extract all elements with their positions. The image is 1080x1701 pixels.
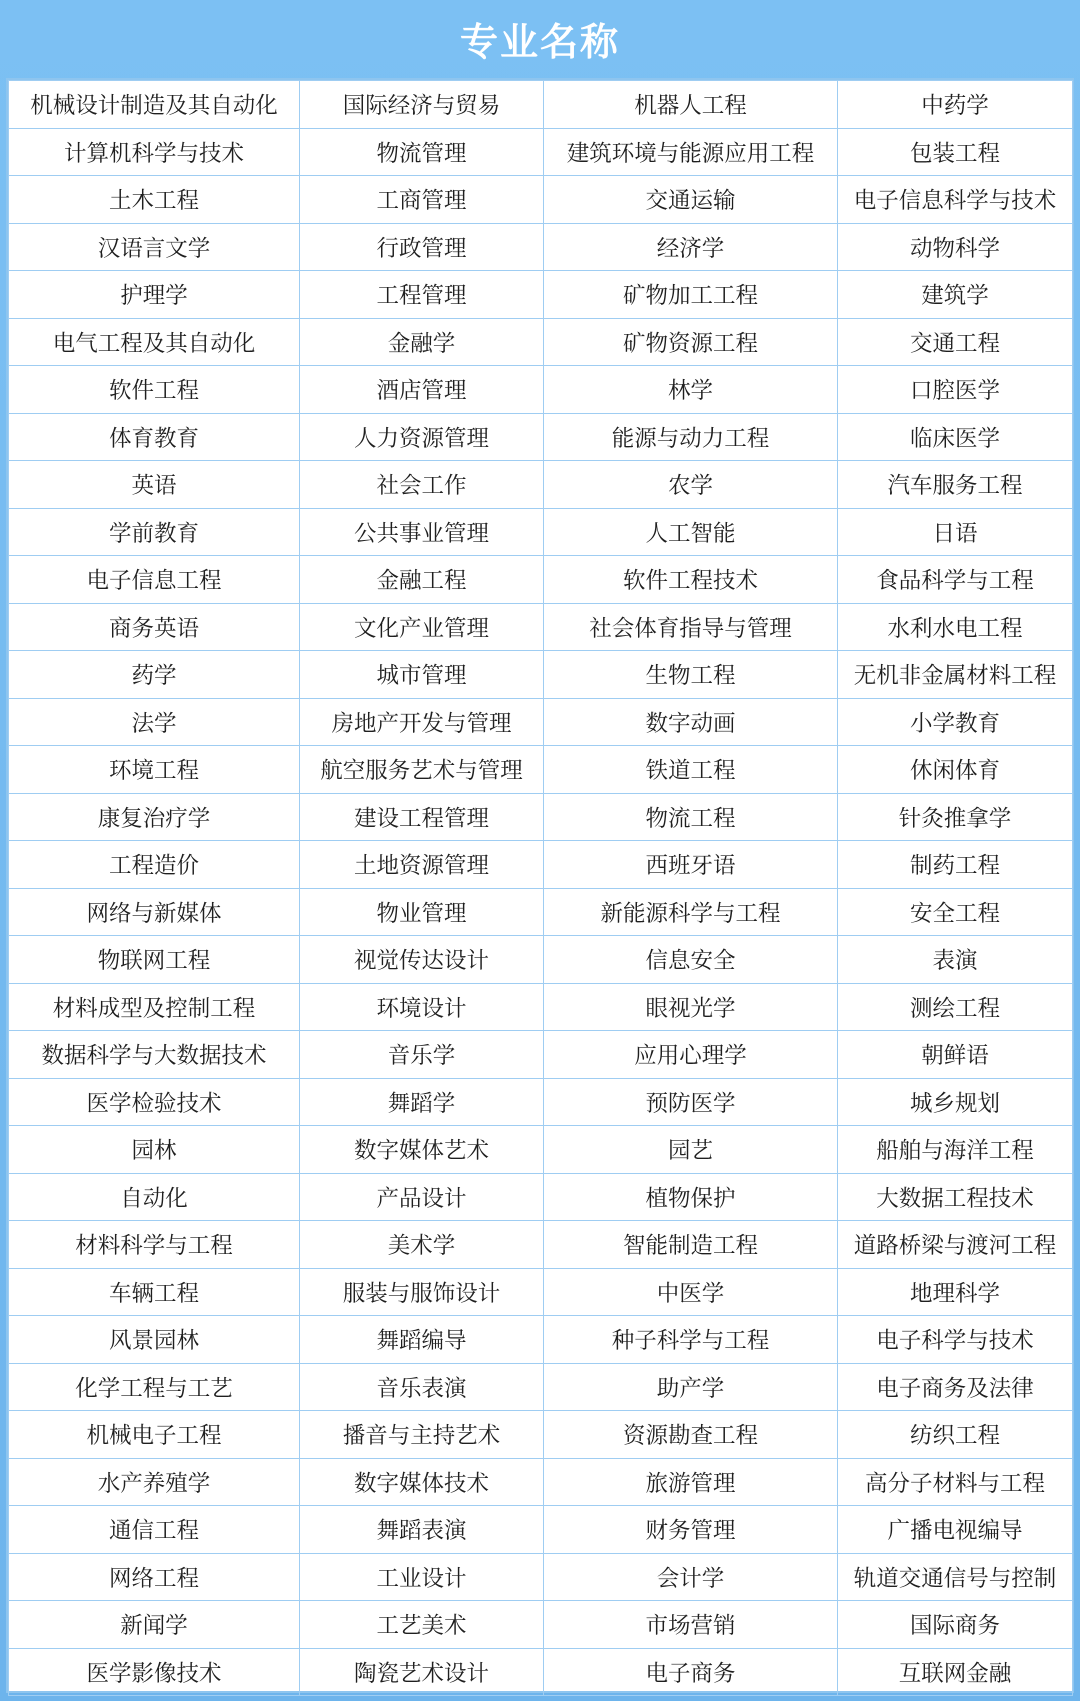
major-cell: 美术学 xyxy=(300,1221,544,1269)
major-cell: 行政管理 xyxy=(300,223,544,271)
major-cell: 文化产业管理 xyxy=(300,603,544,651)
major-cell: 工程管理 xyxy=(300,271,544,319)
majors-table xyxy=(8,80,1073,1696)
major-cell: 表演 xyxy=(838,936,1073,984)
table-row xyxy=(9,603,1073,651)
major-cell: 铁道工程 xyxy=(544,746,838,794)
major-cell: 机械设计制造及其自动化 xyxy=(9,81,300,129)
major-cell: 西班牙语 xyxy=(544,841,838,889)
major-cell: 纺织工程 xyxy=(838,1411,1073,1459)
major-cell: 法学 xyxy=(9,698,300,746)
major-cell: 化学工程与工艺 xyxy=(9,1363,300,1411)
major-cell: 陶瓷艺术设计 xyxy=(300,1648,544,1696)
major-cell: 机器人工程 xyxy=(544,81,838,129)
major-cell: 电子信息工程 xyxy=(9,556,300,604)
major-cell: 国际商务 xyxy=(838,1601,1073,1649)
major-cell: 电子商务及法律 xyxy=(838,1363,1073,1411)
major-cell: 工程造价 xyxy=(9,841,300,889)
major-cell: 材料科学与工程 xyxy=(9,1221,300,1269)
major-cell: 体育教育 xyxy=(9,413,300,461)
major-cell: 轨道交通信号与控制 xyxy=(838,1553,1073,1601)
major-cell: 包装工程 xyxy=(838,128,1073,176)
table-row xyxy=(9,1078,1073,1126)
major-cell: 水利水电工程 xyxy=(838,603,1073,651)
major-cell: 服装与服饰设计 xyxy=(300,1268,544,1316)
major-cell: 针灸推拿学 xyxy=(838,793,1073,841)
major-cell: 交通工程 xyxy=(838,318,1073,366)
table-row xyxy=(9,1126,1073,1174)
major-cell: 测绘工程 xyxy=(838,983,1073,1031)
major-cell: 口腔医学 xyxy=(838,366,1073,414)
table-row xyxy=(9,983,1073,1031)
major-cell: 网络工程 xyxy=(9,1553,300,1601)
table-row xyxy=(9,128,1073,176)
major-cell: 公共事业管理 xyxy=(300,508,544,556)
major-cell: 数字动画 xyxy=(544,698,838,746)
major-cell: 无机非金属材料工程 xyxy=(838,651,1073,699)
table-row xyxy=(9,841,1073,889)
major-cell: 智能制造工程 xyxy=(544,1221,838,1269)
table-row xyxy=(9,651,1073,699)
table-row xyxy=(9,556,1073,604)
major-cell: 材料成型及控制工程 xyxy=(9,983,300,1031)
major-cell: 园艺 xyxy=(544,1126,838,1174)
major-cell: 预防医学 xyxy=(544,1078,838,1126)
table-row xyxy=(9,698,1073,746)
major-cell: 眼视光学 xyxy=(544,983,838,1031)
major-cell: 小学教育 xyxy=(838,698,1073,746)
major-cell: 动物科学 xyxy=(838,223,1073,271)
major-cell: 汉语言文学 xyxy=(9,223,300,271)
major-cell: 能源与动力工程 xyxy=(544,413,838,461)
major-cell: 航空服务艺术与管理 xyxy=(300,746,544,794)
major-cell: 制药工程 xyxy=(838,841,1073,889)
major-cell: 人工智能 xyxy=(544,508,838,556)
major-cell: 建筑环境与能源应用工程 xyxy=(544,128,838,176)
table-row xyxy=(9,461,1073,509)
major-cell: 种子科学与工程 xyxy=(544,1316,838,1364)
major-cell: 数字媒体艺术 xyxy=(300,1126,544,1174)
major-cell: 房地产开发与管理 xyxy=(300,698,544,746)
major-cell: 医学检验技术 xyxy=(9,1078,300,1126)
major-cell: 临床医学 xyxy=(838,413,1073,461)
page-title: 专业名称 xyxy=(459,19,620,64)
major-cell: 车辆工程 xyxy=(9,1268,300,1316)
major-cell: 船舶与海洋工程 xyxy=(838,1126,1073,1174)
major-cell: 金融工程 xyxy=(300,556,544,604)
major-cell: 数字媒体技术 xyxy=(300,1458,544,1506)
major-cell: 社会工作 xyxy=(300,461,544,509)
header-bar xyxy=(0,0,1080,76)
major-cell: 高分子材料与工程 xyxy=(838,1458,1073,1506)
major-cell: 学前教育 xyxy=(9,508,300,556)
major-cell: 舞蹈学 xyxy=(300,1078,544,1126)
table-row xyxy=(9,81,1073,129)
major-cell: 通信工程 xyxy=(9,1506,300,1554)
major-cell: 财务管理 xyxy=(544,1506,838,1554)
major-cell: 新能源科学与工程 xyxy=(544,888,838,936)
table-row xyxy=(9,1268,1073,1316)
major-cell: 风景园林 xyxy=(9,1316,300,1364)
major-cell: 资源勘查工程 xyxy=(544,1411,838,1459)
major-cell: 日语 xyxy=(838,508,1073,556)
majors-table-body xyxy=(9,81,1073,1696)
major-cell: 产品设计 xyxy=(300,1173,544,1221)
table-row xyxy=(9,366,1073,414)
major-cell: 助产学 xyxy=(544,1363,838,1411)
major-cell: 康复治疗学 xyxy=(9,793,300,841)
major-cell: 医学影像技术 xyxy=(9,1648,300,1696)
major-cell: 交通运输 xyxy=(544,176,838,224)
table-row xyxy=(9,1221,1073,1269)
major-cell: 旅游管理 xyxy=(544,1458,838,1506)
major-cell: 音乐学 xyxy=(300,1031,544,1079)
major-cell: 播音与主持艺术 xyxy=(300,1411,544,1459)
table-row xyxy=(9,1458,1073,1506)
major-cell: 社会体育指导与管理 xyxy=(544,603,838,651)
major-cell: 城市管理 xyxy=(300,651,544,699)
table-row xyxy=(9,888,1073,936)
table-row xyxy=(9,223,1073,271)
table-row xyxy=(9,1363,1073,1411)
table-row xyxy=(9,793,1073,841)
major-cell: 汽车服务工程 xyxy=(838,461,1073,509)
major-cell: 环境工程 xyxy=(9,746,300,794)
table-row xyxy=(9,508,1073,556)
table-row xyxy=(9,413,1073,461)
major-cell: 建筑学 xyxy=(838,271,1073,319)
major-cell: 电气工程及其自动化 xyxy=(9,318,300,366)
major-cell: 工商管理 xyxy=(300,176,544,224)
table-row xyxy=(9,1411,1073,1459)
major-cell: 物流工程 xyxy=(544,793,838,841)
major-cell: 物联网工程 xyxy=(9,936,300,984)
major-cell: 商务英语 xyxy=(9,603,300,651)
table-row xyxy=(9,746,1073,794)
major-cell: 休闲体育 xyxy=(838,746,1073,794)
major-cell: 电子信息科学与技术 xyxy=(838,176,1073,224)
table-row xyxy=(9,271,1073,319)
major-cell: 护理学 xyxy=(9,271,300,319)
major-cell: 城乡规划 xyxy=(838,1078,1073,1126)
major-cell: 计算机科学与技术 xyxy=(9,128,300,176)
table-row xyxy=(9,1506,1073,1554)
major-cell: 经济学 xyxy=(544,223,838,271)
major-cell: 工业设计 xyxy=(300,1553,544,1601)
major-cell: 朝鲜语 xyxy=(838,1031,1073,1079)
major-cell: 互联网金融 xyxy=(838,1648,1073,1696)
major-cell: 音乐表演 xyxy=(300,1363,544,1411)
major-cell: 农学 xyxy=(544,461,838,509)
major-cell: 矿物加工工程 xyxy=(544,271,838,319)
major-cell: 地理科学 xyxy=(838,1268,1073,1316)
table-row xyxy=(9,1173,1073,1221)
major-cell: 电子商务 xyxy=(544,1648,838,1696)
table-row xyxy=(9,176,1073,224)
major-cell: 植物保护 xyxy=(544,1173,838,1221)
major-cell: 环境设计 xyxy=(300,983,544,1031)
major-cell: 软件工程技术 xyxy=(544,556,838,604)
major-cell: 土木工程 xyxy=(9,176,300,224)
major-cell: 会计学 xyxy=(544,1553,838,1601)
major-cell: 人力资源管理 xyxy=(300,413,544,461)
major-cell: 大数据工程技术 xyxy=(838,1173,1073,1221)
table-row xyxy=(9,1601,1073,1649)
major-cell: 新闻学 xyxy=(9,1601,300,1649)
major-cell: 生物工程 xyxy=(544,651,838,699)
major-cell: 林学 xyxy=(544,366,838,414)
major-cell: 食品科学与工程 xyxy=(838,556,1073,604)
major-cell: 中药学 xyxy=(838,81,1073,129)
table-row xyxy=(9,1031,1073,1079)
major-cell: 信息安全 xyxy=(544,936,838,984)
major-cell: 自动化 xyxy=(9,1173,300,1221)
major-cell: 舞蹈表演 xyxy=(300,1506,544,1554)
major-cell: 土地资源管理 xyxy=(300,841,544,889)
major-cell: 数据科学与大数据技术 xyxy=(9,1031,300,1079)
table-row xyxy=(9,318,1073,366)
major-cell: 舞蹈编导 xyxy=(300,1316,544,1364)
table-row xyxy=(9,1648,1073,1696)
major-cell: 物业管理 xyxy=(300,888,544,936)
major-cell: 中医学 xyxy=(544,1268,838,1316)
major-cell: 药学 xyxy=(9,651,300,699)
major-cell: 安全工程 xyxy=(838,888,1073,936)
major-cell: 英语 xyxy=(9,461,300,509)
major-cell: 金融学 xyxy=(300,318,544,366)
table-row xyxy=(9,936,1073,984)
major-cell: 应用心理学 xyxy=(544,1031,838,1079)
major-cell: 道路桥梁与渡河工程 xyxy=(838,1221,1073,1269)
major-cell: 电子科学与技术 xyxy=(838,1316,1073,1364)
major-cell: 网络与新媒体 xyxy=(9,888,300,936)
majors-table-container xyxy=(6,78,1074,1693)
major-cell: 矿物资源工程 xyxy=(544,318,838,366)
major-cell: 酒店管理 xyxy=(300,366,544,414)
major-cell: 工艺美术 xyxy=(300,1601,544,1649)
table-row xyxy=(9,1553,1073,1601)
major-cell: 市场营销 xyxy=(544,1601,838,1649)
major-cell: 物流管理 xyxy=(300,128,544,176)
major-cell: 广播电视编导 xyxy=(838,1506,1073,1554)
major-cell: 软件工程 xyxy=(9,366,300,414)
major-cell: 视觉传达设计 xyxy=(300,936,544,984)
major-cell: 园林 xyxy=(9,1126,300,1174)
major-cell: 水产养殖学 xyxy=(9,1458,300,1506)
table-row xyxy=(9,1316,1073,1364)
major-cell: 机械电子工程 xyxy=(9,1411,300,1459)
major-cell: 建设工程管理 xyxy=(300,793,544,841)
major-cell: 国际经济与贸易 xyxy=(300,81,544,129)
